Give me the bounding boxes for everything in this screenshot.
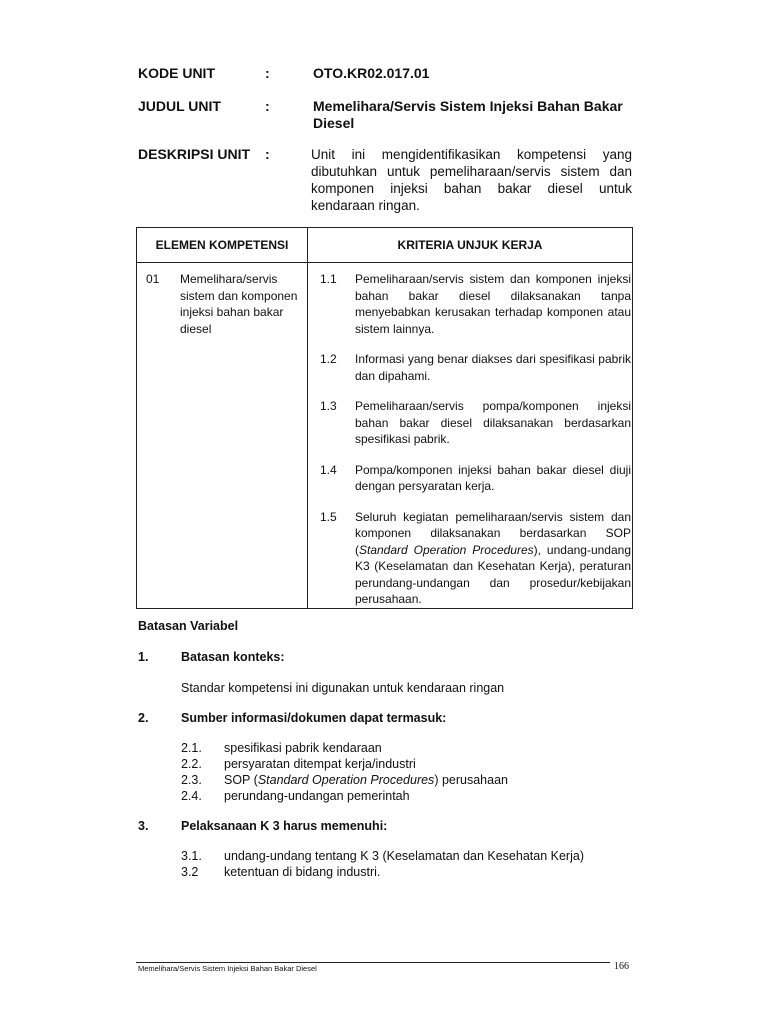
section-number: 3. <box>138 819 149 833</box>
judul-unit-label: JUDUL UNIT <box>138 98 221 114</box>
criteria-number: 1.1 <box>320 272 337 286</box>
judul-unit-colon: : <box>265 98 270 114</box>
criteria-item <box>308 398 632 448</box>
criteria-text: Pompa/komponen injeksi bahan bakar diesel diuji dengan persyaratan kerja. <box>355 462 631 493</box>
criteria-text: Informasi yang benar diakses dari spesifikasi pabrik dan dipahami. <box>355 352 631 383</box>
list-item: spesifikasi pabrik kendaraan <box>224 741 382 755</box>
list-item: ketentuan di bidang industri. <box>224 865 381 879</box>
kode-unit-colon: : <box>265 65 270 81</box>
list-item-number: 2.4. <box>181 789 202 803</box>
table-header-row <box>137 228 633 263</box>
criteria-text <box>355 509 631 608</box>
section-title: Pelaksanaan K 3 harus memenuhi: <box>181 819 388 833</box>
list-item <box>224 773 508 787</box>
element-number: 01 <box>146 272 160 286</box>
section-title: Sumber informasi/dokumen dapat termasuk: <box>181 711 447 725</box>
criteria-number: 1.4 <box>320 462 337 477</box>
criteria-item <box>308 509 632 608</box>
footer-divider <box>136 962 610 963</box>
list-item-part: ) perusahaan <box>434 773 508 787</box>
kode-unit-value: OTO.KR02.017.01 <box>313 65 430 81</box>
list-item-number: 2.2. <box>181 757 202 771</box>
list-item-number: 3.1. <box>181 849 202 863</box>
page-number: 166 <box>614 961 629 972</box>
col-header-elemen: ELEMEN KOMPETENSI <box>137 228 308 263</box>
section-title: Batasan konteks: <box>181 650 285 664</box>
element-cell <box>137 263 308 609</box>
criteria-item <box>308 462 632 495</box>
criteria-text-italic: Standard Operation Procedures <box>359 542 534 557</box>
criteria-item <box>308 271 632 337</box>
section-text: Standar kompetensi ini digunakan untuk kendaraan ringan <box>181 681 505 695</box>
judul-unit-value: Memelihara/Servis Sistem Injeksi Bahan Bakar Diesel <box>313 98 623 131</box>
element-text: Memelihara/servis sistem dan komponen injeksi bahan bakar diesel <box>180 272 298 336</box>
deskripsi-unit-colon: : <box>265 146 270 162</box>
criteria-number: 1.5 <box>320 509 337 524</box>
kode-unit-label: KODE UNIT <box>138 65 215 81</box>
list-item-number: 2.1. <box>181 741 202 755</box>
list-item: perundang-undangan pemerintah <box>224 789 410 803</box>
list-item-part: SOP ( <box>224 773 258 787</box>
criteria-cell <box>308 263 633 609</box>
list-item-number: 2.3. <box>181 773 202 787</box>
criteria-text: Pemeliharaan/servis sistem dan komponen injeksi bahan bakar diesel dilaksanakan tanpa menyebabkan kerusakan terhadap komponen atau sistem lainnya. <box>355 272 631 336</box>
footer-title: Memelihara/Servis Sistem Injeksi Bahan Bakar Diesel <box>138 964 317 973</box>
criteria-item <box>308 351 632 384</box>
batasan-title: Batasan Variabel <box>138 619 239 633</box>
table-row <box>137 263 633 609</box>
list-item: undang-undang tentang K 3 (Keselamatan dan Kesehatan Kerja) <box>224 849 584 863</box>
section-number: 2. <box>138 711 149 725</box>
section-number: 1. <box>138 650 149 664</box>
criteria-text-part: ), undang-undang K3 (Keselamatan dan Kesehatan Kerja), peraturan perundang-undangan dan prosedur/kebijakan perusahaan. <box>355 542 632 606</box>
deskripsi-unit-label: DESKRIPSI UNIT <box>138 146 251 162</box>
deskripsi-unit-value: Unit ini mengidentifikasikan kompetensi yang dibutuhkan untuk pemeliharaan/servis sistem dan komponen injeksi bahan bakar diesel untuk kendaraan ringan. <box>311 147 632 213</box>
criteria-number: 1.2 <box>320 352 337 366</box>
list-item-number: 3.2 <box>181 865 199 879</box>
criteria-text: Pemeliharaan/servis pompa/komponen injeksi bahan bakar diesel dilaksanakan berdasarkan spesifikasi pabrik. <box>355 399 631 446</box>
criteria-number: 1.3 <box>320 399 337 413</box>
competency-table <box>136 227 633 609</box>
list-item: persyaratan ditempat kerja/industri <box>224 757 416 771</box>
col-header-kriteria: KRITERIA UNJUK KERJA <box>308 228 633 263</box>
list-item-italic: Standard Operation Procedures <box>257 773 435 787</box>
criteria-text-part: Seluruh kegiatan pemeliharaan/servis sistem dan komponen dilaksanakan berdasarkan SOP ( <box>355 509 631 557</box>
